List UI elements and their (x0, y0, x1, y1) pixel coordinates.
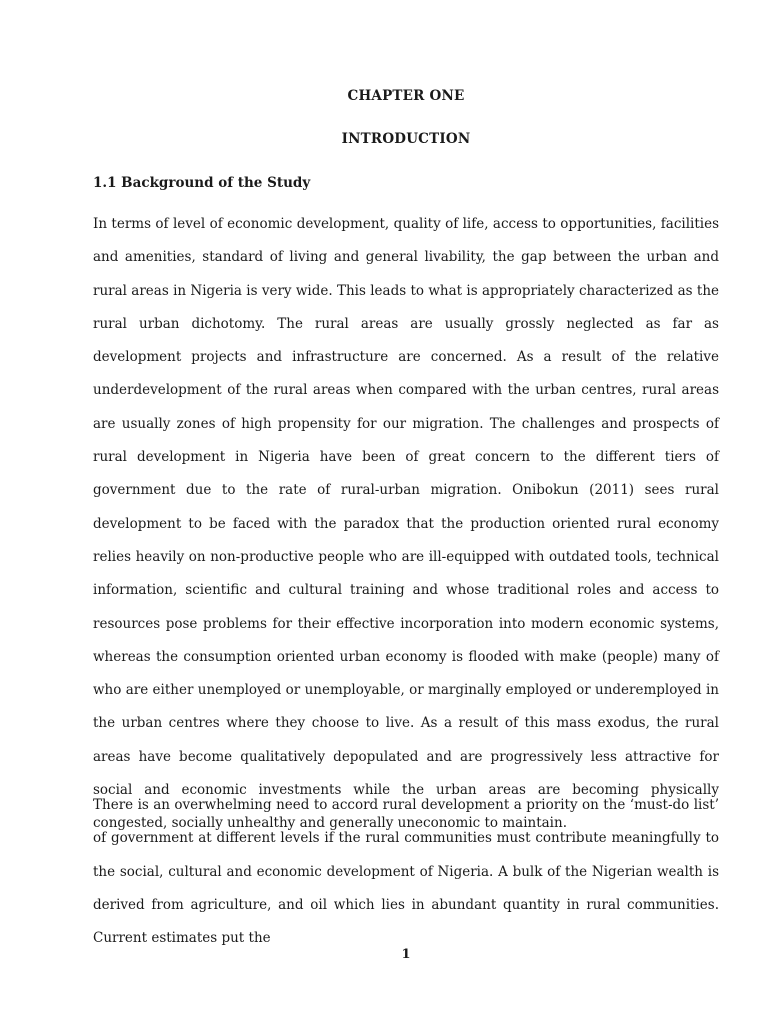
body-paragraph: In terms of level of economic development, quality of life, access to opportunities, facilities and amenities, standard of living and general livability, the gap between the urban and rural areas in Nigeria is very wide. This leads to what is appropriately characterized as the rural urban dichotomy. The rural areas are usually grossly neglected as far as development projects and infrastructure are concerned. As a result of the relative underdevelopment of the rural areas when compared with the urban centres, rural areas are usually zones of high propensity for our migration. The challenges and prospects of rural development in Nigeria have been of great concern to the different tiers of government due to the rate of rural-urban migration. Onibokun (2011) sees rural development to be faced with the paradox that the production oriented rural economy relies heavily on non-productive people who are ill-equipped with outdated tools, technical information, scientific and cultural training and whose traditional roles and access to resources pose problems for their effective incorporation into modern economic systems, whereas the consumption oriented urban economy is flooded with make (people) many of who are either unemployed or unemployable, or marginally employed or underemployed in the urban centres where they choose to live. As a result of this mass exodus, the rural areas have become qualitatively depopulated and are progressively less attractive for social and economic investments while the urban areas are becoming physically congested, socially unhealthy and generally uneconomic to maintain. (93, 216, 719, 832)
section-heading: INTRODUCTION (341, 131, 471, 147)
page-number: 1 (401, 947, 411, 962)
chapter-title: CHAPTER ONE (347, 88, 465, 104)
subsection-heading: 1.1 Background of the Study (93, 175, 311, 191)
body-paragraph: There is an overwhelming need to accord rural development a priority on the ‘must-do list’ of government at different levels if the rural communities must contribute meaningfully to the social, cultural and economic development of Nigeria. A bulk of the Nigerian wealth is derived from agriculture, and oil which lies in abundant quantity in rural communities. Current estimates put the (93, 797, 719, 947)
